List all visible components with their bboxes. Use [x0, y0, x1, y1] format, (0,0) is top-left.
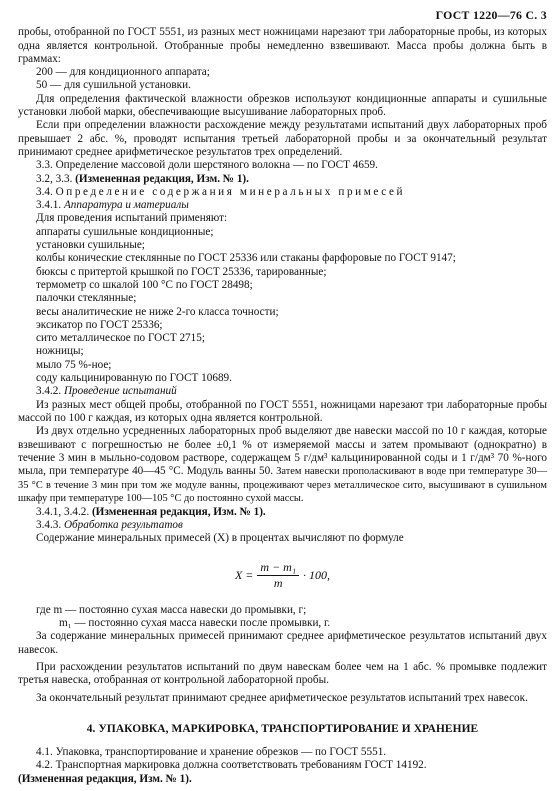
- clause-3-4-title: [18, 186, 547, 199]
- clause-3-4-3-title: [18, 519, 547, 532]
- clause-heading: Обработка результатов: [63, 519, 183, 532]
- list-item: сито металлическое по ГОСТ 2715;: [36, 332, 205, 345]
- list-item: установки сушильные;: [36, 239, 145, 252]
- amendment-label: (Измененная редакция, Изм. № 1).: [91, 505, 266, 518]
- paragraph: пробы, отобранной по ГОСТ 5551, из разных мест ножницами нарезают три лабораторные пробы, из которых одна является контрольной. Отобранные пробы немедленно взвешивают. Масса пробы должна быть в граммах:: [18, 26, 547, 65]
- clause-3-4-1-title: [18, 199, 547, 212]
- paragraph: При расхождении результатов испытаний по двум навескам более чем на 1 абс. % промывке подлежит третья навеска, отобранная от контрольной лабораторной пробы.: [18, 660, 547, 687]
- paragraph: Из разных мест общей пробы, отобранной по ГОСТ 5551, ножницами нарезают три лабораторные пробы массой по 100 г каждая, из которых одна является контрольной.: [18, 398, 547, 424]
- paragraph-text-small: Затем навески прополаскивают в воде при температуре 30—35 °С в течение 3 мин при том же модуле ванны, процеживают через металлическое сито, высушивают в сушильном шкафу при температуре 100—105 °С до постоянно сухой массы.: [18, 466, 547, 505]
- list-item: эксикатор по ГОСТ 25336;: [36, 318, 163, 331]
- clause-ref: 3.4.1, 3.4.2.: [36, 505, 90, 518]
- page-header: ГОСТ 1220—76 С. 3: [435, 8, 547, 22]
- list-item: палочки стеклянные;: [36, 292, 137, 305]
- paragraph: Если при определении влажности расхождение между результатами испытаний двух лабораторных проб превышает 2 абс. %, проводят испытания третьей лабораторной пробы и за окончательный результат принимают среднее арифметическое результатов трех определений.: [18, 119, 547, 158]
- formula-denominator: m: [273, 576, 283, 591]
- paragraph-text: Из двух отдельно усредненных лабораторных проб выделяют две навески массой по 10 г каждая, которые взвешивают с погрешностью не более ±0,1 % от измеряемой массы и затем промывают (однократно) в течение 3 мин в мыльно-содовом растворе, содержащем 5 г/дм³ кальцинированной соды и 1 г/дм³ 70 %-ного мыла, при температуре 40—45 °С. Модуль ванны 50.: [18, 425, 547, 478]
- amendment-note: [18, 506, 547, 519]
- amendment-label: (Измененная редакция, Изм. № 1).: [18, 772, 192, 785]
- paragraph: Содержание минеральных примесей (X) в процентах вычисляют по формуле: [36, 532, 404, 545]
- paragraph: [18, 425, 547, 506]
- clause-heading: Определение содержания минеральных примесей: [55, 185, 406, 198]
- formula-legend: m₁ — постоянно сухая масса навески после промывки, г.: [59, 617, 331, 630]
- section-4-title: 4. УПАКОВКА, МАРКИРОВКА, ТРАНСПОРТИРОВАНИЕ И ХРАНЕНИЕ: [86, 722, 479, 735]
- formula-legend: где m — постоянно сухая масса навески до промывки, г;: [36, 603, 307, 616]
- list-item: термометр со шкалой 100 °С по ГОСТ 28498;: [36, 278, 253, 291]
- clause-4-2: 4.2. Транспортная маркировка должна соответствовать требованиям ГОСТ 14192.: [36, 759, 427, 772]
- clause-3-4-2-title: [18, 385, 547, 398]
- list-item: бюксы с притертой крышкой по ГОСТ 25336, тарированные;: [36, 265, 327, 278]
- list-item: соду кальцинированную по ГОСТ 10689.: [36, 372, 232, 385]
- clause-3-3: 3.3. Определение массовой доли шерстяного волокна — по ГОСТ 4659.: [36, 159, 378, 172]
- paragraph: За содержание минеральных примесей принимают среднее арифметическое результатов испытаний двух навесок.: [18, 630, 547, 656]
- formula-numerator: m − m₁: [257, 561, 299, 576]
- clause-ref: 3.2, 3.3.: [36, 172, 73, 185]
- clause-heading: Аппаратура и материалы: [63, 199, 189, 212]
- list-item: весы аналитические не ниже 2-го класса точности;: [36, 305, 279, 318]
- list-item: колбы конические стеклянные по ГОСТ 25336 или стаканы фарфоровые по ГОСТ 9147;: [36, 252, 456, 265]
- clause-4-1: 4.1. Упаковка, транспортирование и хранение обрезков — по ГОСТ 5551.: [36, 746, 387, 759]
- formula: [18, 554, 547, 598]
- list-item: аппараты сушильные кондиционные;: [36, 225, 214, 238]
- formula-fraction: [257, 561, 299, 591]
- paragraph: За окончательный результат принимают среднее арифметическое результатов испытаний трех навесок.: [36, 691, 528, 704]
- clause-number: 3.4.3.: [36, 519, 62, 532]
- amendment-label: (Измененная редакция, Изм. № 1).: [75, 172, 249, 185]
- clause-heading: Проведение испытаний: [63, 385, 177, 398]
- formula-lhs: X =: [234, 568, 254, 583]
- paragraph: Для проведения испытаний применяют:: [36, 212, 228, 225]
- list-item: ножницы;: [36, 345, 84, 358]
- clause-number: 3.4.: [36, 185, 53, 198]
- clause-number: 3.4.1.: [36, 199, 62, 212]
- list-item: мыло 75 %-ное;: [36, 358, 112, 371]
- clause-number: 3.4.2.: [36, 385, 62, 398]
- formula-rhs: · 100,: [303, 568, 331, 583]
- list-item: 50 — для сушильной установки.: [36, 79, 191, 92]
- paragraph: Для определения фактической влажности обрезков используют кондиционные аппараты и сушильные установки любой марки, обеспечивающие высушивание лабораторных проб.: [18, 92, 547, 119]
- amendment-note: [18, 173, 547, 186]
- list-item: 200 — для кондиционного аппарата;: [36, 66, 210, 79]
